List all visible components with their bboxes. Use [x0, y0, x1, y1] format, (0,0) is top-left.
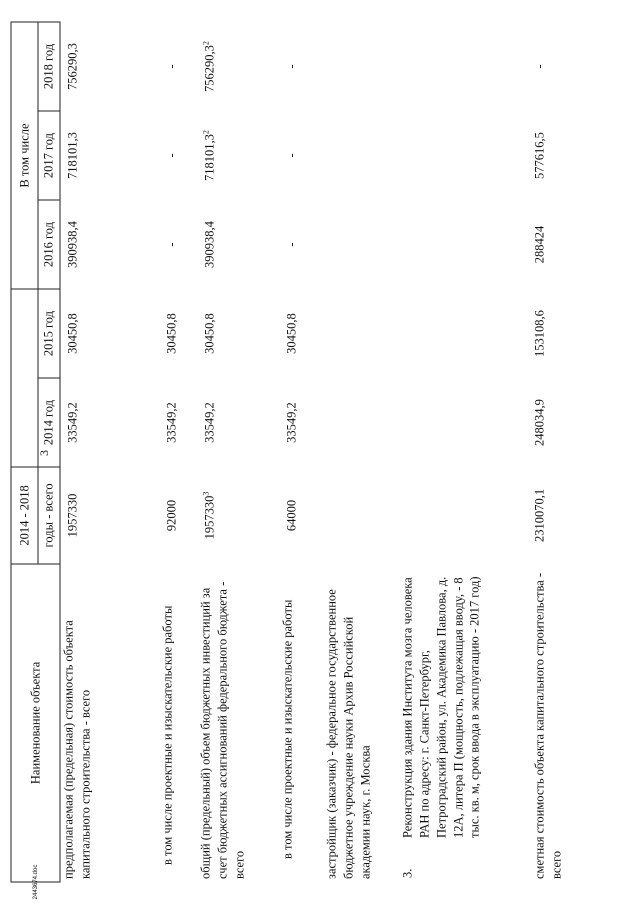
value: 577616,5 — [532, 132, 547, 179]
row-name — [280, 564, 324, 882]
value: - — [164, 64, 179, 69]
cell-2015: 30450,8 — [65, 313, 80, 354]
value: 64000 — [284, 499, 299, 532]
table-row — [160, 22, 198, 882]
footer-doc-code — [33, 864, 43, 900]
header-year-2016: 2016 год — [38, 200, 60, 289]
value: - — [284, 153, 299, 158]
cell-2018 — [532, 22, 592, 111]
table-row — [198, 22, 280, 882]
row-name-text: в том числе проектные и изыскательские работы — [160, 605, 175, 865]
table-row — [60, 22, 160, 882]
row-index: 3. — [400, 868, 415, 878]
value: 718101,3 — [202, 134, 217, 181]
cell-2015: 30450,8 — [164, 313, 179, 354]
page-number-text: 3 — [36, 450, 51, 456]
cell-2014: 33549,2 — [65, 402, 80, 443]
cell-2015: 153108,6 — [532, 310, 547, 357]
value: 756290,3 — [65, 43, 80, 90]
cell-2017 — [60, 111, 160, 200]
footer-doc-code-text: 2443674.doc — [33, 864, 39, 900]
header-year-2018: 2018 год — [38, 22, 60, 111]
table-header — [11, 22, 60, 882]
cell-2015: 30450,8 — [284, 313, 299, 354]
rotated-table-container — [11, 22, 603, 883]
value: 718101,3 — [65, 132, 80, 179]
cell-2017 — [280, 111, 324, 200]
cell-2016: - — [164, 242, 179, 247]
row-name: предполагаемая (предельная) стоимость объекта капитального строительства - всего — [61, 620, 92, 879]
value: 1957330 — [65, 493, 80, 538]
cell-2018 — [160, 22, 198, 111]
footnote-mark: 2 — [201, 130, 211, 135]
cell-2017 — [198, 111, 280, 200]
row-name-text: Реконструкция здания Института мозга человека РАН по адресу: г. Санкт-Петербург, Петроградский район, ул. Академика Павлова, д. 12А, литера П (мощность, подлежащая вводу, - 8 тыс. кв. м, срок ввода в эксплуатацию - 2017 год) — [400, 576, 482, 838]
cell-2017 — [532, 111, 592, 200]
row-name — [160, 564, 198, 882]
cell-2017 — [160, 111, 198, 200]
header-period-line1: 2014 - 2018 — [11, 467, 38, 564]
header-period-line2: годы - всего — [38, 467, 60, 564]
cell-2014: 33549,2 — [164, 402, 179, 443]
header-year-2014: 2014 год — [38, 378, 60, 467]
value: - — [284, 64, 299, 69]
cell-2018 — [198, 22, 280, 111]
value: 756290,3 — [202, 45, 217, 92]
cell-2016: 288424 — [532, 225, 547, 264]
header-incl: В том числе — [11, 22, 38, 289]
cell-total — [198, 467, 280, 564]
budget-table — [11, 22, 592, 883]
value: - — [532, 64, 547, 69]
footnote-mark: 3 — [201, 491, 211, 496]
row-name-text: в том числе проектные и изыскательские работы — [280, 599, 295, 859]
value: 1957330 — [202, 495, 217, 540]
cell-total — [532, 467, 592, 564]
table-row — [532, 22, 592, 882]
cell-2016: - — [284, 242, 299, 247]
value: - — [164, 153, 179, 158]
row-name: застройщик (заказчик) - федеральное государственное бюджетное учреждение науки Архив Российской академии наук, г. Москва — [324, 589, 373, 879]
cell-2014: 248034,9 — [532, 399, 547, 446]
header-name: Наименование объекта — [11, 564, 60, 882]
cell-2016: 390938,4 — [65, 221, 80, 268]
row-name — [400, 564, 532, 882]
header-year-2017: 2017 год — [38, 111, 60, 200]
cell-2018 — [280, 22, 324, 111]
cell-2014: 33549,2 — [202, 402, 217, 443]
cell-total — [60, 467, 160, 564]
row-name: общий (предельный) объем бюджетных инвестиций за счет бюджетных ассигнований федерального бюджета - всего — [198, 581, 247, 879]
table-row — [324, 22, 400, 882]
cell-2018 — [60, 22, 160, 111]
row-name: сметная стоимость объекта капитального строительства - всего — [532, 572, 564, 879]
cell-2016: 390938,4 — [202, 221, 217, 268]
cell-2014: 33549,2 — [284, 402, 299, 443]
cell-2015: 30450,8 — [202, 313, 217, 354]
value: 2310070,1 — [532, 488, 547, 542]
header-blank — [11, 289, 38, 467]
table-row — [400, 22, 532, 882]
cell-total — [280, 467, 324, 564]
value: 92000 — [164, 499, 179, 532]
cell-total — [160, 467, 198, 564]
table-row — [280, 22, 324, 882]
header-year-2015: 2015 год — [38, 289, 60, 378]
footnote-mark: 2 — [201, 41, 211, 46]
